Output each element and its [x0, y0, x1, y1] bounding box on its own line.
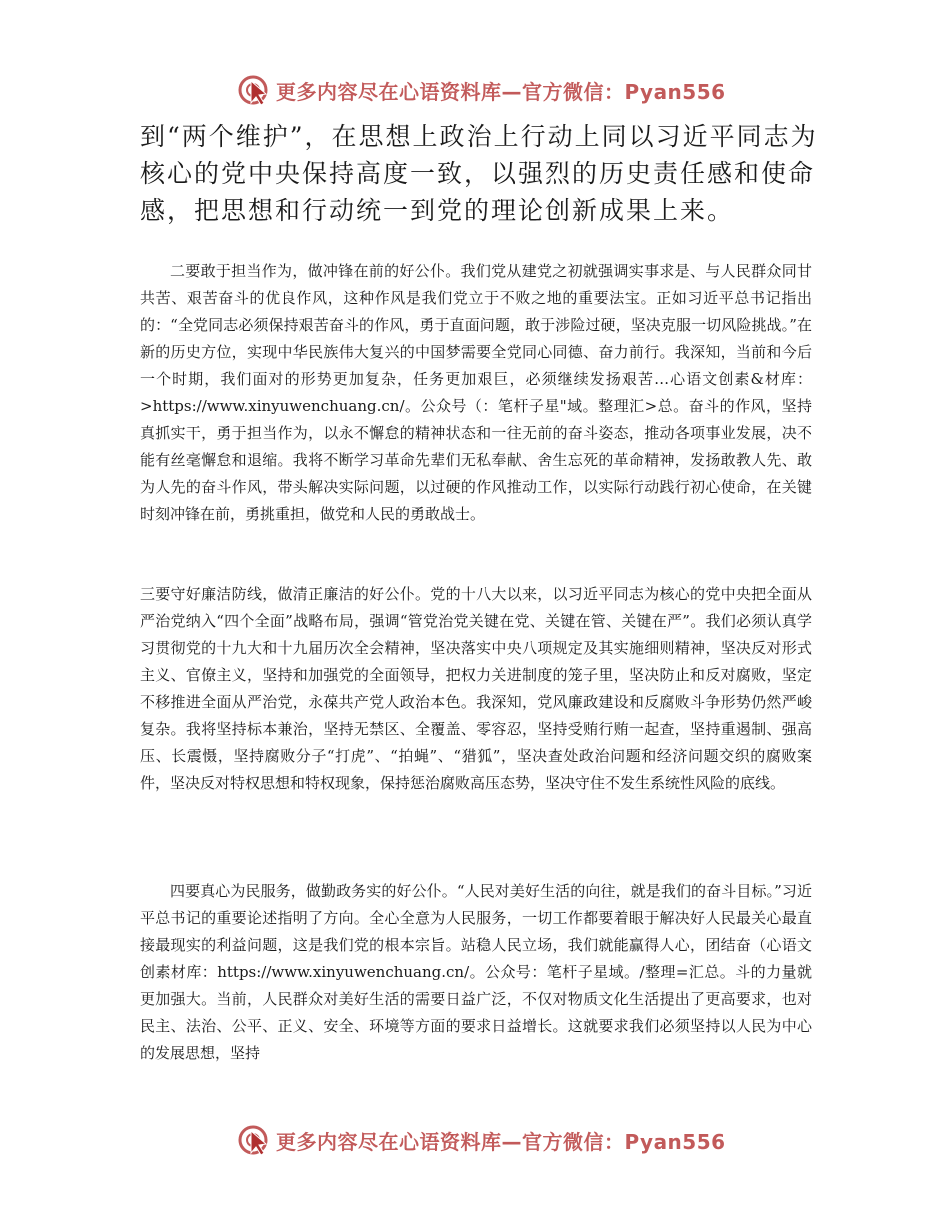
body-paragraph: 二要敢于担当作为，做冲锋在前的好公仆。我们党从建党之初就强调实事求是、与人民群众同甘共苦、艰苦奋斗的优良作风，这种作风是我们党立于不败之地的重要法宝。正如习近平总书记指出的：“全党同志必须保持艰苦奋斗的作风，勇于直面问题，敢于涉险过硬，坚决克服一切风险挑战。”在新的历史方位，实现中华民族伟大复兴的中国梦需要全党同心同德、奋力前行。我深知，当前和今后一个时期，我们面对的形势更加复杂，任务更加艰巨，必须继续发扬艰苦…心语文创素&材库：>https://www.xinyuwenchuang.cn/。公众号（：笔杆子星"域。整理汇>总。奋斗的作风，坚持真抓实干，勇于担当作为，以永不懈怠的精神状态和一往无前的奋斗姿态，推动各项事业发展，决不能有丝毫懈怠和退缩。我将不断学习革命先辈们无私奉献、舍生忘死的革命精神，发扬敢教人先、敢为人先的奋斗作风，带头解决实际问题，以过硬的作风推动工作，以实际行动践行初心使命，在关键时刻冲锋在前，勇挑重担，做党和人民的勇敢战士。 [140, 262, 812, 523]
lead-paragraph: 到“两个维护”，在思想上政治上行动上同以习近平同志为核心的党中央保持高度一致，以强烈的历史责任感和使命感，把思想和行动统一到党的理论创新成果上来。 [140, 122, 818, 225]
footer-banner-text: 更多内容尽在心语资料库—官方微信：Pyan556 [276, 1129, 726, 1154]
header-banner-text: 更多内容尽在心语资料库—官方微信：Pyan556 [276, 79, 726, 104]
header-banner [236, 72, 726, 108]
body-paragraph: 三要守好廉洁防线，做清正廉洁的好公仆。党的十八大以来，以习近平同志为核心的党中央把全面从严治党纳入“四个全面”战略布局，强调“管党治党关键在党、关键在管、关键在严”。我们必须认真学习贯彻党的十九大和十九届历次全会精神，坚决落实中央八项规定及其实施细则精神，坚决反对形式主义、官僚主义，坚持和加强党的全面领导，把权力关进制度的笼子里，坚决防止和反对腐败，坚定不移推进全面从严治党，永葆共产党人政治本色。我深知，党风廉政建设和反腐败斗争形势仍然严峻复杂。我将坚持标本兼治，坚持无禁区、全覆盖、零容忍，坚持受贿行贿一起查，坚持重遏制、强高压、长震慑，坚持腐败分子“打虎”、“拍蝇”、“猎狐”，坚决查处政治问题和经济问题交织的腐败案件，坚决反对特权思想和特权现象，保持惩治腐败高压态势，坚决守住不发生系统性风险的底线。 [140, 585, 812, 792]
mouse-cursor-logo-icon [236, 1123, 270, 1157]
body-paragraph: 四要真心为民服务，做勤政务实的好公仆。“人民对美好生活的向往，就是我们的奋斗目标。”习近平总书记的重要论述指明了方向。全心全意为人民服务，一切工作都要着眼于解决好人民最关心最直接最现实的利益问题，这是我们党的根本宗旨。站稳人民立场，我们就能赢得人心，团结奋（心语文创素材库：https://www.xinyuwenchuang.cn/。公众号：笔杆子星域。/整理=汇总。斗的力量就更加强大。当前，人民群众对美好生活的需要日益广泛，不仅对物质文化生活提出了更高要求，也对民主、法治、公平、正义、安全、环境等方面的要求日益增长。这就要求我们必须坚持以人民为中心的发展思想，坚持 [140, 882, 812, 1062]
mouse-cursor-logo-icon [236, 73, 270, 107]
footer-banner [236, 1122, 726, 1158]
